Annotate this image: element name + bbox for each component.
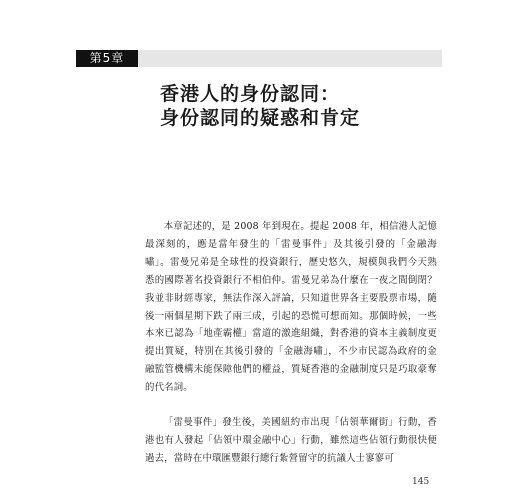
paragraph: 本章記述的，是 2008 年到現在。提起 2008 年，相信港人記憶最深刻的，應是當年發生的「雷曼事件」及其後引發的「金融海嘯」。雷曼兄弟是全球性的投資銀行，歷史悠久，規模與我們今天熟悉的國際著名投資銀行不相伯仲。雷曼兄弟為什麼在一夜之間倒閉？我並非財經專家，無法作深入評論，只知道世界各主要股票市場，隨後一兩個星期下跌了兩三成，引起的恐慌可想而知。那個時候，一些本來已認為「地產霸權」當道的激進組織，對香港的資本主義制度更提出質疑，特別在其後引發的「金融海嘯」，不少市民認為政府的金融監管機構未能保障他們的權益，質疑香港的金融制度只是巧取豪奪的代名詞。 [145, 221, 437, 394]
body-text [145, 218, 437, 485]
page-number: 145 [412, 477, 430, 487]
chapter-title-line-1: 香港人的身份認同： [160, 83, 341, 105]
paragraph: 「雷曼事件」發生後，美國紐約市出現「佔領華爾街」行動，香港也有人發起「佔領中環金融中心」行動，雖然這些佔領行動很快便過去，當時在中環匯豐銀行總行紮營留守的抗議人士寥寥可 [145, 417, 437, 464]
chapter-title [160, 82, 450, 130]
chapter-label: 第5章 [76, 50, 138, 67]
chapter-header-band [76, 50, 442, 67]
chapter-title-line-2: 身份認同的疑惑和肯定 [160, 107, 361, 129]
